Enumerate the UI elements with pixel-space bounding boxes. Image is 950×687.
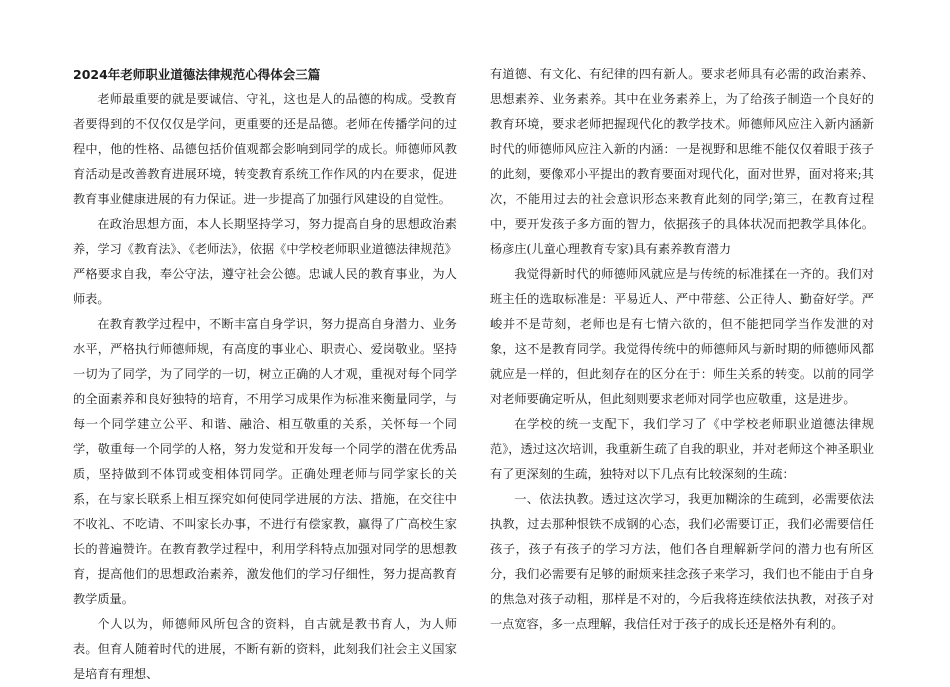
paragraph: 老师最重要的就是要诚信、守礼，这也是人的品德的构成。受教育者要得到的不仅仅仅是学问，更重要的还是品德。老师在传播学问的过程中，他的性格、品德包括价值观都会影响到同学的成长。师德师风教育活动是改善教育进展环境，转变教育系统工作作风的内在要求，促进教育事业健康进展的有力保证。进一步提高了加强行风建设的自觉性。 (73, 92, 457, 206)
paragraph: 在教育教学过程中，不断丰富自身学识，努力提高自身潜力、业务水平，严格执行师德师规，有高度的事业心、职责心、爱岗敬业。坚持一切为了同学，为了同学的一切，树立正确的人才观，重视对每个同学的全面素养和良好独特的培育，不用学习成果作为标准来衡量同学，与每一个同学建立公平、和谐、融洽、相互敬重的关系，关怀每一个同学，敬重每一个同学的人格，努力发觉和开发每一个同学的潜在优秀品质，坚持做到不体罚或变相体罚同学。正确处理老师与同学家长的关系，在与家长联系上相互探究如何使同学进展的方法、措施，在交往中不收礼、不吃请、不叫家长办事，不进行有偿家教，赢得了广高校生家长的普遍赞许。在教育教学过程中，利用学科特点加强对同学的思想教育，提高他们的思想政治素养，激发他们的学习仔细性，努力提高教育教学质量。 (73, 317, 457, 606)
paragraph-continuation: 有道德、有文化、有纪律的四有新人。要求老师具有必需的政治素养、思想素养、业务素养。其中在业务素养上，为了给孩子制造一个良好的教育环境，要求老师把握现代化的教学技术。师德师风应注入新内涵新时代的师德师风应注入新的内涵：一是视野和思维不能仅仅着眼于孩子的此刻，要像邓小平提出的教育要面对现代化，面对世界，面对将来;其次，不能用过去的社会意识形态来教育此刻的同学;第三，在教育过程中，要开发孩子多方面的智力，依据孩子的具体状况而把教学具体化。杨彦庄(儿童心理教育专家)具有素养教育潜力 (490, 67, 874, 256)
paragraph: 在政治思想方面，本人长期坚持学习，努力提高自身的思想政治素养，学习《教育法》、《老师法》，依据《中学校老师职业道德法律规范》严格要求自我，奉公守法，遵守社会公德。忠诚人民的教育事业，为人师表。 (73, 217, 457, 306)
paragraph: 我觉得新时代的师德师风就应是与传统的标准揉在一齐的。我们对班主任的选取标准是：平易近人、严中带慈、公正待人、勤奋好学。严峻并不是苛刻，老师也是有七情六欲的，但不能把同学当作发泄的对象，这不是教育同学。我觉得传统中的师德师风与新时期的师德师风都就应是一样的，但此刻存在的区分在于：师生关系的转变。以前的同学对老师要确定听从，但此刻则要求老师对同学也应敬重，这是进步。 (490, 267, 874, 406)
right-column (490, 62, 874, 637)
paragraph: 在学校的统一支配下，我们学习了《中学校老师职业道德法律规范》，透过这次培训，我重新生疏了自我的职业，并对老师这个神圣职业有了更深刻的生疏，独特对以下几点有比较深刻的生疏： (490, 417, 874, 481)
left-column (73, 62, 457, 687)
paragraph: 一、依法执教。透过这次学习，我更加糊涂的生疏到，必需要依法执教，过去那种恨铁不成钢的心态，我们必需要订正，我们必需要信任孩子，孩子有孩子的学习方法，他们各自理解新学问的潜力也有所区分，我们必需要有足够的耐烦来挂念孩子来学习，我们也不能由于自身的焦急对孩子动粗，那样是不对的，今后我将连续依法执教，对孩子对一点宽容，多一点理解，我信任对于孩子的成长还是格外有利的。 (490, 492, 874, 631)
document-title: 2024年老师职业道德法律规范心得体会三篇 (73, 67, 321, 82)
paragraph: 个人以为，师德师风所包含的资料，自古就是教书育人，为人师表。但育人随着时代的进展，不断有新的资料，此刻我们社会主义国家是培育有理想、 (73, 617, 457, 681)
